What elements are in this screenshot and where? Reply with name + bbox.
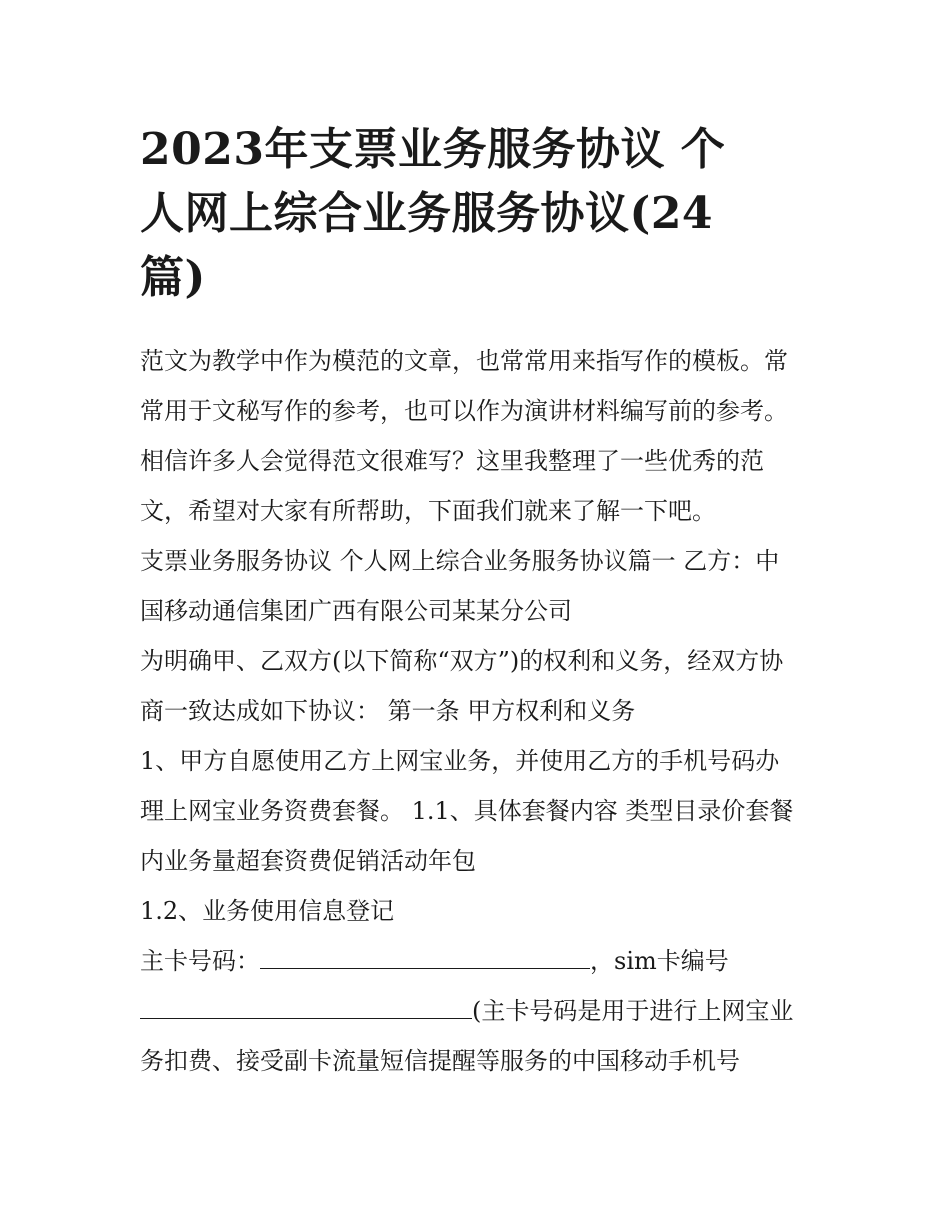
- body-line: 务扣费、接受副卡流量短信提醒等服务的中国移动手机号: [140, 1047, 740, 1075]
- main-card-line: [140, 936, 810, 986]
- main-card-number-blank: [260, 942, 590, 969]
- title-line: 篇): [140, 252, 206, 303]
- title-line: 2023年支票业务服务协议 个: [140, 124, 726, 175]
- body-line: 理上网宝业务资费套餐。 1.1、具体套餐内容 类型目录价套餐: [140, 797, 794, 825]
- body-line: 支票业务服务协议 个人网上综合业务服务协议篇一 乙方：中: [140, 547, 780, 575]
- document-page: [140, 118, 810, 1086]
- body-line: 内业务量超套资费促销活动年包: [140, 847, 476, 875]
- body-line: 常用于文秘写作的参考，也可以作为演讲材料编写前的参考。: [140, 397, 788, 425]
- document-body: [140, 336, 810, 1086]
- body-line: 文，希望对大家有所帮助，下面我们就来了解一下吧。: [140, 497, 716, 525]
- body-line: 1.2、业务使用信息登记: [140, 897, 395, 925]
- body-line: 相信许多人会觉得范文很难写？这里我整理了一些优秀的范: [140, 447, 764, 475]
- body-line: 为明确甲、乙双方(以下简称“双方”)的权利和义务，经双方协: [140, 647, 784, 675]
- main-card-note: (主卡号码是用于进行上网宝业: [472, 997, 794, 1025]
- sim-card-label: ，sim卡编号: [590, 947, 729, 975]
- title-line: 人网上综合业务服务协议(24: [140, 188, 714, 239]
- main-card-label: 主卡号码：: [140, 947, 260, 975]
- sim-card-line: [140, 986, 810, 1036]
- body-line: 商一致达成如下协议： 第一条 甲方权利和义务: [140, 697, 636, 725]
- body-line: 范文为教学中作为模范的文章，也常常用来指写作的模板。常: [140, 347, 788, 375]
- sim-card-number-blank: [140, 992, 472, 1019]
- body-line: 国移动通信集团广西有限公司某某分公司: [140, 597, 572, 625]
- document-title: [140, 118, 810, 310]
- body-line: 1、甲方自愿使用乙方上网宝业务，并使用乙方的手机号码办: [140, 747, 780, 775]
